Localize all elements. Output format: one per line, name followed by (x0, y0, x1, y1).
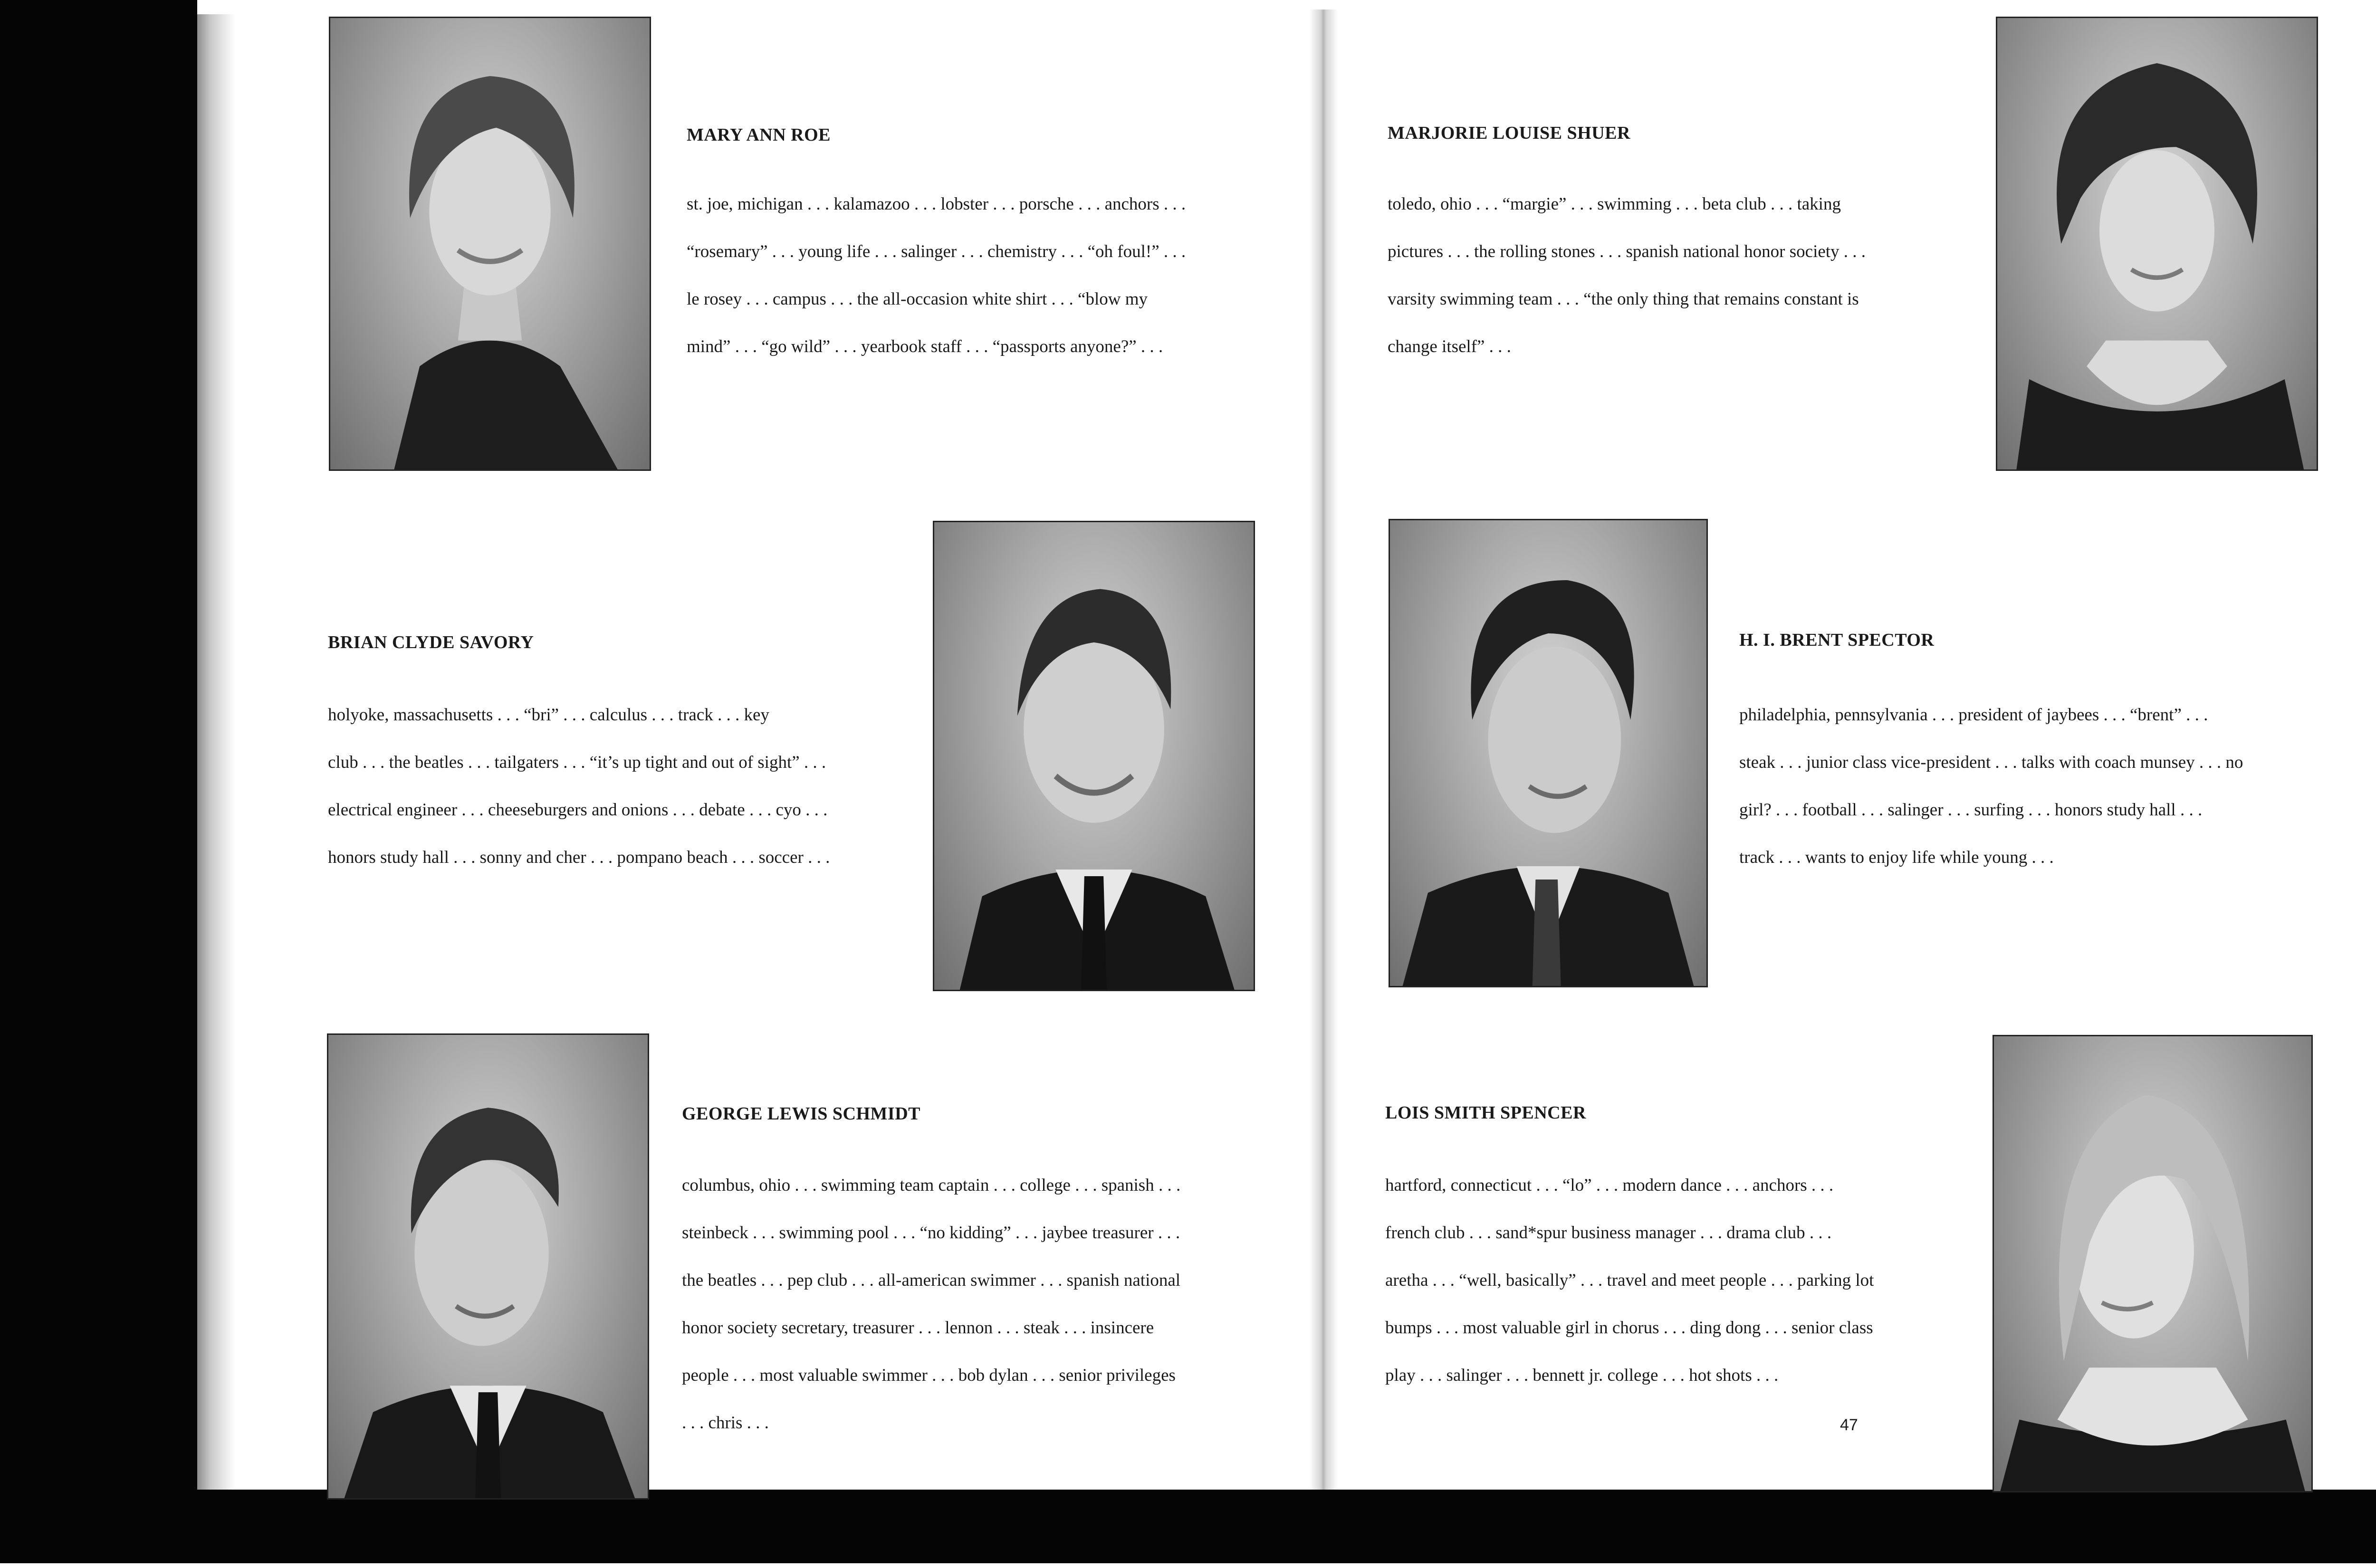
student-bio (682, 1162, 1252, 1447)
bio-line: french club . . . sand*spur business manager . . . drama club . . . (1385, 1223, 1832, 1243)
portrait-photo-lois-smith-spencer (1993, 1035, 2313, 1492)
bio-line: st. joe, michigan . . . kalamazoo . . . lobster . . . porsche . . . anchors . . . (687, 194, 1186, 214)
bio-line: honors study hall . . . sonny and cher . . . pompano beach . . . soccer . . . (328, 848, 830, 867)
portrait-photo-george-lewis-schmidt (327, 1033, 649, 1500)
student-name: MARY ANN ROE (687, 125, 831, 145)
portrait-photo-icon (328, 1035, 648, 1498)
portrait-photo-h-i-brent-spector (1389, 519, 1708, 987)
bio-line: holyoke, massachusetts . . . “bri” . . . calculus . . . track . . . key (328, 705, 769, 725)
page-edge-stack (197, 14, 235, 1497)
student-bio (687, 181, 1257, 371)
portrait-photo-icon (330, 18, 650, 469)
bio-line: people . . . most valuable swimmer . . . bob dylan . . . senior privileges (682, 1366, 1176, 1385)
student-name: LOIS SMITH SPENCER (1385, 1103, 1586, 1123)
portrait-photo-brian-clyde-savory (933, 521, 1255, 991)
bio-line: “rosemary” . . . young life . . . salinger . . . chemistry . . . “oh foul!” . . . (687, 242, 1186, 261)
student-name: BRIAN CLYDE SAVORY (328, 632, 534, 652)
bio-line: . . . chris . . . (682, 1413, 769, 1433)
bio-line: bumps . . . most valuable girl in chorus . . . ding dong . . . senior class (1385, 1318, 1873, 1338)
portrait-photo-mary-ann-roe (329, 17, 651, 471)
page-number: 47 (1840, 1416, 1858, 1434)
bio-line: mind” . . . “go wild” . . . yearbook staff . . . “passports anyone?” . . . (687, 337, 1163, 356)
portrait-photo-icon (1994, 1036, 2311, 1491)
portrait-photo-icon (1390, 520, 1706, 986)
student-bio (328, 691, 898, 881)
bio-line: hartford, connecticut . . . “lo” . . . modern dance . . . anchors . . . (1385, 1176, 1834, 1195)
bio-line: honor society secretary, treasurer . . . lennon . . . steak . . . insincere (682, 1318, 1154, 1338)
bio-line: track . . . wants to enjoy life while young . . . (1739, 848, 2054, 867)
bio-line: electrical engineer . . . cheeseburgers and onions . . . debate . . . cyo . . . (328, 800, 828, 820)
student-bio (1739, 691, 2309, 881)
portrait-photo-icon (1997, 18, 2317, 469)
bio-line: girl? . . . football . . . salinger . . . surfing . . . honors study hall . . . (1739, 800, 2203, 820)
bio-line: pictures . . . the rolling stones . . . spanish national honor society . . . (1388, 242, 1866, 261)
bio-line: le rosey . . . campus . . . the all-occasion white shirt . . . “blow my (687, 289, 1148, 309)
bio-line: play . . . salinger . . . bennett jr. college . . . hot shots . . . (1385, 1366, 1779, 1385)
portrait-photo-icon (934, 522, 1254, 990)
bio-line: philadelphia, pennsylvania . . . president of jaybees . . . “brent” . . . (1739, 705, 2208, 725)
bio-line: toledo, ohio . . . “margie” . . . swimming . . . beta club . . . taking (1388, 194, 1841, 214)
bio-line: varsity swimming team . . . “the only thing that remains constant is (1388, 289, 1859, 309)
bio-line: steak . . . junior class vice-president . . . talks with coach munsey . . . no (1739, 753, 2243, 772)
scan-bottom-shadow (197, 1490, 2376, 1568)
student-name: MARJORIE LOUISE SHUER (1388, 123, 1630, 143)
student-name: H. I. BRENT SPECTOR (1739, 630, 1935, 650)
bio-line: columbus, ohio . . . swimming team captain . . . college . . . spanish . . . (682, 1176, 1181, 1195)
bio-line: change itself” . . . (1388, 337, 1511, 356)
bio-line: the beatles . . . pep club . . . all-american swimmer . . . spanish national (682, 1271, 1181, 1290)
book-gutter (1309, 10, 1338, 1494)
student-name: GEORGE LEWIS SCHMIDT (682, 1104, 920, 1124)
book-binding-shadow (0, 0, 197, 1568)
portrait-photo-marjorie-louise-shuer (1996, 17, 2318, 471)
student-bio (1385, 1162, 1955, 1399)
bio-line: aretha . . . “well, basically” . . . travel and meet people . . . parking lot (1385, 1271, 1874, 1290)
bio-line: steinbeck . . . swimming pool . . . “no kidding” . . . jaybee treasurer . . . (682, 1223, 1180, 1243)
bio-line: club . . . the beatles . . . tailgaters . . . “it’s up tight and out of sight” . . . (328, 753, 826, 772)
student-bio (1388, 181, 1958, 371)
